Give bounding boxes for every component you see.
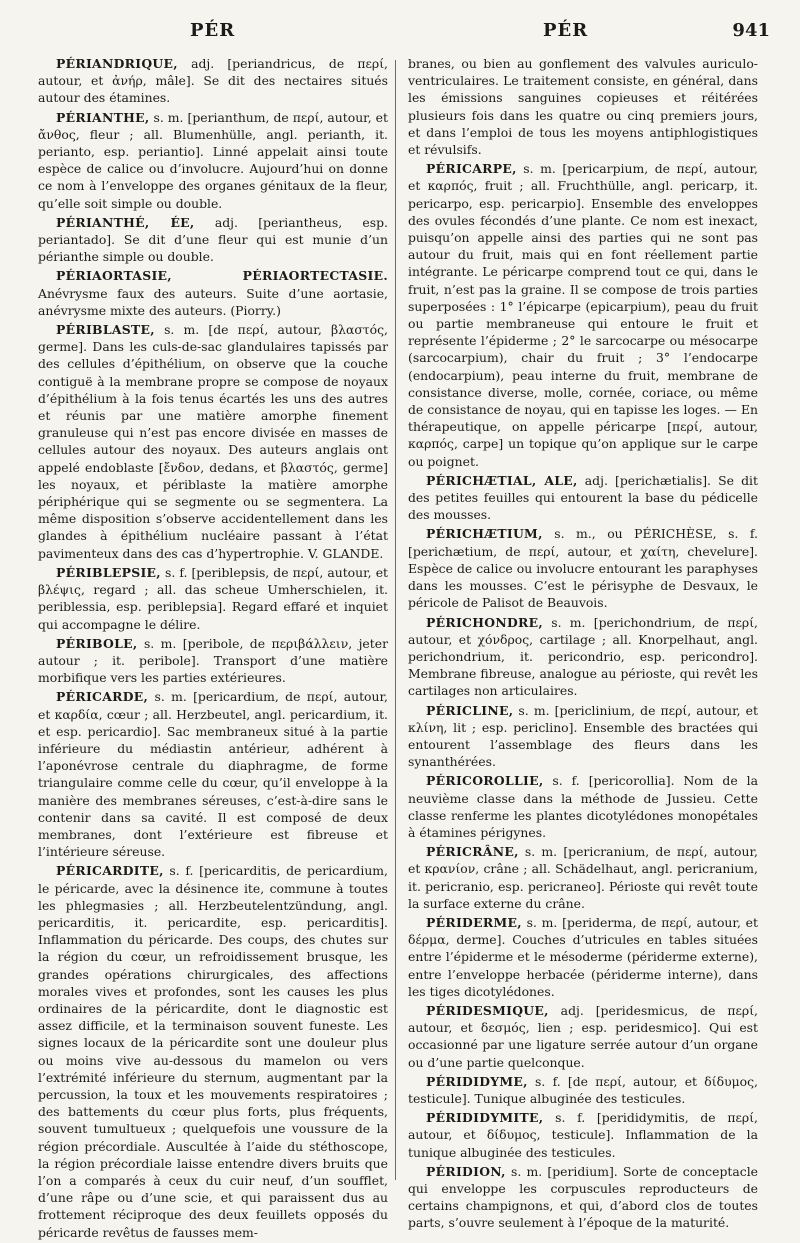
dictionary-entry bbox=[408, 472, 758, 524]
entry-headword: PÉRICHÆTIAL, ALE, bbox=[426, 472, 578, 488]
entry-definition: s. m. [perichondrium, de περί, autour, et χόνδρος, cartilage ; all. Knorpelhaut, angl. perichondrium, it. pericondrio, esp. pericondro]. Membrane fibreuse, analogue au périoste, qui revêt les cartilages non articulaires. bbox=[408, 614, 758, 699]
entry-headword: PÉRIANDRIQUE, bbox=[56, 56, 178, 71]
dictionary-entry bbox=[408, 525, 758, 611]
entry-definition: s. f. [periblepsis, de περί, autour, et βλέψις, regard ; all. das scheue Umherschielen, it. periblessia, esp. periblepsia]. Regard effaré et inquiet qui accompagne le délire. bbox=[38, 564, 388, 632]
entry-headword: PÉRIDION, bbox=[426, 1163, 506, 1179]
column-divider bbox=[395, 60, 396, 1180]
dictionary-entry bbox=[408, 1002, 758, 1071]
dictionary-entry bbox=[38, 564, 388, 633]
entry-headword: PÉRIDIDYME, bbox=[426, 1073, 528, 1089]
entry-headword: PÉRICARDITE, bbox=[56, 863, 164, 879]
entry-headword: PÉRICHÆTIUM, bbox=[426, 526, 543, 542]
entry-definition: s. m. [de περί, autour, βλαστός, germe]. Dans les culs-de-sac glandulaires tapissés par des cellules d’épithélium, on observe que la couche contiguë à la membrane propre se compose de noyaux d’épithélium à la fois tenus écartés les uns des autres et réunis par une matière amorphe finement granuleuse qui n’est pas encore divisée en masses de cellules autour des noyaux. Des auteurs anglais ont appelé endoblaste [ἔνδον, dedans, et βλαστός, germe] les noyaux, et périblaste la matière amorphe périphérique qui se segmente ou se segmentera. La même disposition s’observe accidentellement dans les glandes à épithélium nucléaire passant à l’état pavimenteux dans des cas d’hypertrophie. V. GLANDE. bbox=[38, 322, 388, 561]
dictionary-entry bbox=[408, 914, 758, 1000]
dictionary-entry bbox=[408, 55, 758, 158]
entry-headword: PÉRIANTHE, bbox=[56, 109, 150, 125]
entry-definition: s. f. [de περί, autour, et δίδυμος, testicule]. Tunique albuginée des testicules. bbox=[408, 1073, 758, 1106]
entry-definition: s. m. [perianthum, de περί, autour, et ἄνθος, fleur ; all. Blumenhülle, angl. perianth, it. perianto, esp. periantio]. Linné appelait ainsi toute espèce de calice ou d’involucre. Aujourd’hui on donne ce nom à l’enveloppe des organes génitaux de la fleur, qu’elle soit simple ou double. bbox=[38, 109, 388, 211]
entry-headword: PÉRICOROLLIE, bbox=[426, 773, 544, 789]
entry-definition: s. f. [pericarditis, de pericardium, le péricarde, avec la désinence ite, commune à toutes les phlegmasies ; all. Herzbeutelentzündung, angl. pericarditis, it. pericardite, esp. pericarditis]. Inflammation du péricarde. Des coups, des chutes sur la région du cœur, un refroidissement brusque, les grandes opérations chirurgicales, des affections morales vives et profondes, sont les causes les plus ordinaires de la péricardite, dont le diagnostic est assez difficile, et la terminaison souvent funeste. Les signes locaux de la péricardite sont une douleur plus ou moins vive au-dessous du mamelon ou vers l’extrémité inférieure du sternum, augmentant par la percussion, la toux et les mouvements respiratoires ; des battements du cœur plus forts, plus fréquents, souvent tumultueux ; quelquefois une voussure de la région précordiale. Auscultée à l’aide du stéthoscope, la région précordiale laisse entendre divers bruits que l’on a comparés à ceux du cuir neuf, d’un soufflet, d’une râpe ou d’une scie, et qui paraissent dus au frottement réciproque des deux feuillets opposés du péricarde revêtus de fausses mem- bbox=[38, 863, 388, 1240]
entry-headword: PÉRICARDE, bbox=[56, 689, 149, 705]
entry-headword: PÉRIBLASTE, bbox=[56, 322, 155, 338]
dictionary-entry bbox=[38, 214, 388, 266]
entry-definition: s. m., ou PÉRICHÈSE, s. f. [perichætium, de περί, autour, et χαίτη, chevelure]. Espèce de calice ou involucre entourant les paraphyses dans les mousses. C’est le périsyphe de Desvaux, le péricole de Palisot de Beauvois. bbox=[408, 526, 758, 611]
running-head-left: PÉR bbox=[190, 20, 236, 41]
entry-headword: PÉRICHONDRE, bbox=[426, 614, 543, 630]
page-number: 941 bbox=[732, 20, 770, 41]
entry-definition: s. m. [pericardium, de περί, autour, et καρδία, cœur ; all. Herzbeutel, angl. pericardium, it. et esp. pericardio]. Sac membraneux situé à la partie inférieure du médiastin antérieur, adhérent à l’aponévrose centrale du diaphragme, de forme triangulaire comme celle du cœur, qu’il enveloppe à la manière des membranes séreuses, c’est-à-dire sans le contenir dans sa cavité. Il est composé de deux membranes, dont l’extérieure est fibreuse et l’intérieure séreuse. bbox=[38, 689, 388, 860]
dictionary-entry bbox=[38, 321, 388, 562]
dictionary-entry bbox=[408, 1109, 758, 1161]
entry-definition: adj. [perichætialis]. Se dit des petites feuilles qui entourent la base du pédicelle des mousses. bbox=[408, 472, 758, 523]
dictionary-entry bbox=[38, 688, 388, 860]
dictionary-entry bbox=[408, 843, 758, 912]
entry-definition: s. m. [pericarpium, de περί, autour, et καρπός, fruit ; all. Fruchthülle, angl. pericarp, it. pericarpo, esp. pericarpio]. Ensemble des enveloppes des ovules fécondés d’une plante. Ce nom est inexact, puisqu’on appelle ainsi des parties qui ne sont pas autour du fruit, mais qui en font réellement partie intégrante. Le péricarpe comprend tout ce qui, dans le fruit, n’est pas la graine. Il se compose de trois parties superposées : 1° l’épicarpe (epicarpium), peau du fruit ou partie membraneuse qui entoure le fruit et représente l’épiderme ; 2° le sarcocarpe ou mésocarpe (sarcocarpium), chair du fruit ; 3° l’endocarpe (endocarpium), peau interne du fruit, membrane de consistance diverse, molle, cornée, coriace, ou même de consistance de noyau, qui en tapisse les loges. — En thérapeutique, on appelle péricarpe [περί, autour, καρπός, carpe] un topique qu’on applique sur le carpe ou poignet. bbox=[408, 161, 758, 469]
entry-definition: s. m. [pericranium, de περί, autour, et κρανίον, crâne ; all. Schädelhaut, angl. pericranium, it. pericranio, esp. pericraneo]. Périoste qui revêt toute la surface externe du crâne. bbox=[408, 844, 758, 911]
dictionary-entry bbox=[408, 702, 758, 771]
entry-headword: PÉRIBLEPSIE, bbox=[56, 564, 161, 580]
dictionary-entry bbox=[38, 862, 388, 1240]
dictionary-entry bbox=[408, 1073, 758, 1107]
page-header bbox=[40, 20, 770, 50]
dictionary-entry bbox=[408, 160, 758, 470]
dictionary-entry bbox=[408, 614, 758, 700]
entry-headword: PÉRIDERME, bbox=[426, 914, 522, 930]
entry-definition: Anévrysme faux des auteurs. Suite d’une aortasie, anévrysme mixte des auteurs. (Piorry.) bbox=[38, 285, 388, 318]
entry-headword: PÉRIBOLE, bbox=[56, 635, 138, 651]
entry-headword: PÉRIDESMIQUE, bbox=[426, 1002, 549, 1018]
entry-definition: adj. [peridesmicus, de περί, autour, et δεσμός, lien ; esp. peridesmico]. Qui est occasionné par une ligature serrée autour d’un organe ou d’une partie quelconque. bbox=[408, 1002, 758, 1070]
entry-definition: adj. [periantheus, esp. periantado]. Se dit d’une fleur qui est munie d’un périanthe simple ou double. bbox=[38, 214, 388, 265]
entry-headword: PÉRIDIDYMITE, bbox=[426, 1110, 544, 1126]
dictionary-entry bbox=[38, 109, 388, 212]
entry-headword: PÉRICLINE, bbox=[426, 702, 514, 718]
entry-headword: PÉRICRÂNE, bbox=[426, 844, 519, 860]
dictionary-entry bbox=[38, 635, 388, 687]
entry-headword: PÉRICARPE, bbox=[426, 161, 517, 177]
entry-definition: s. m. [peridium]. Sorte de conceptacle qui enveloppe les corpuscules reproducteurs de certains champignons, et qui, d’abord clos de toutes parts, s’ouvre seulement à l’époque de la maturité. bbox=[408, 1163, 758, 1231]
entry-definition: s. f. [perididymitis, de περί, autour, et δίδυμος, testicule]. Inflammation de la tunique albuginée des testicules. bbox=[408, 1110, 758, 1160]
dictionary-entry bbox=[408, 1163, 758, 1232]
entry-definition: s. m. [peribole, de περιβάλλειν, jeter autour ; it. peribole]. Transport d’une matière morbifique vers les parties extérieures. bbox=[38, 635, 388, 686]
dictionary-entry bbox=[408, 772, 758, 841]
entry-headword: PÉRIANTHÉ, ÉE, bbox=[56, 214, 195, 230]
right-column bbox=[408, 55, 758, 1234]
running-head-right: PÉR bbox=[543, 20, 589, 41]
dictionary-entry bbox=[38, 267, 388, 319]
entry-definition: adj. [periandricus, de περί, autour, et ἀνήρ, mâle]. Se dit des nectaires situés autour des étamines. bbox=[38, 56, 388, 106]
entry-definition: s. m. [periderma, de περί, autour, et δέρμα, derme]. Couches d’utricules en tables situées entre l’épiderme et le mésoderme (périderme externe), entre l’enveloppe herbacée (périderme interne), dans les tiges dicotylédones. bbox=[408, 914, 758, 999]
entry-definition: branes, ou bien au gonflement des valvules auriculo-ventriculaires. Le traitement consiste, en général, dans les émissions sanguines copieuses et réitérées plusieurs fois dans les quatre ou cinq premiers jours, et dans l’emploi de tous les moyens antiphlogistiques et révulsifs. bbox=[408, 56, 758, 158]
dictionary-entry bbox=[38, 55, 388, 107]
entry-definition: s. f. [pericorollia]. Nom de la neuvième classe dans la méthode de Jussieu. Cette classe renferme les plantes dicotylédones monopétales à étamines périgynes. bbox=[408, 773, 758, 840]
left-column bbox=[38, 55, 388, 1243]
entry-headword: PÉRIAORTASIE, PÉRIAORTECTASIE. bbox=[56, 268, 388, 284]
entry-definition: s. m. [periclinium, de περί, autour, et κλίνη, lit ; esp. periclino]. Ensemble des bractées qui entourent l’assemblage des fleurs dans les synanthérées. bbox=[408, 702, 758, 770]
